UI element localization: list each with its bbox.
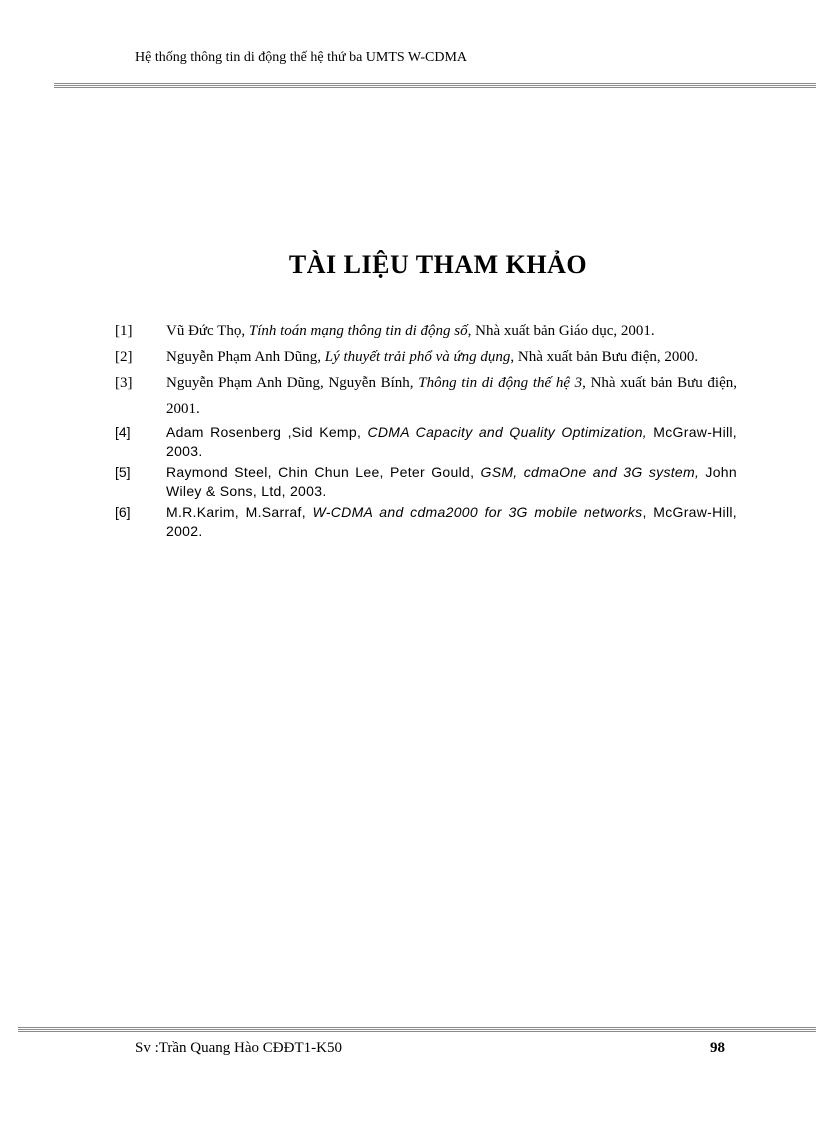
reference-number: [6] [115,504,131,520]
reference-item [115,344,737,370]
reference-work-title: W-CDMA and cdma2000 for 3G mobile networks [312,504,643,520]
reference-text [166,463,737,501]
reference-publication: , Nhà xuất bản Bưu điện, 2001. [166,375,738,417]
reference-work-title: Lý thuyết trải phổ và ứng dụng [324,349,511,365]
reference-text [166,370,737,422]
reference-authors: Adam Rosenberg ,Sid Kemp, [166,424,368,440]
reference-number: [4] [115,424,131,440]
reference-number: [5] [115,464,131,480]
running-header: Hệ thống thông tin di động thế hệ thứ ba UMTS W-CDMA [135,50,468,65]
reference-item [115,463,737,501]
footer-divider [18,1027,816,1032]
page-title: TÀI LIỆU THAM KHẢO [288,250,588,279]
reference-text [166,318,737,344]
reference-publication: , McGraw-Hill, 2002. [166,504,737,539]
reference-number: [1] [115,323,133,339]
reference-publication: McGraw-Hill, 2003. [166,424,737,459]
reference-publication: , Nhà xuất bản Giáo dục, 2001. [467,323,655,339]
reference-item [115,318,737,344]
reference-authors: M.R.Karim, M.Sarraf, [166,504,313,520]
reference-item [115,503,737,541]
reference-authors: Vũ Đức Thọ, [166,323,249,339]
reference-item [115,370,737,422]
reference-list [115,318,737,541]
reference-work-title: CDMA Capacity and Quality Optimization, [367,424,647,440]
reference-text [166,503,737,541]
reference-work-title: Tính toán mạng thông tin di động số [248,323,468,339]
header-divider [54,83,816,88]
footer-author: Sv :Trần Quang Hào CĐĐT1-K50 [135,1040,342,1056]
reference-authors: Raymond Steel, Chin Chun Lee, Peter Gould, [166,464,481,480]
reference-work-title: GSM, cdmaOne and 3G system, [480,464,700,480]
reference-text [166,423,737,461]
reference-number: [2] [115,349,133,365]
page-number: 98 [710,1040,725,1056]
reference-item [115,423,737,461]
reference-authors: Nguyễn Phạm Anh Dũng, Nguyễn Bính, [166,375,419,391]
reference-publication: , Nhà xuất bản Bưu điện, 2000. [510,349,699,365]
reference-work-title: Thông tin di động thế hệ 3 [418,375,583,391]
reference-number: [3] [115,375,133,391]
reference-text [166,344,737,370]
reference-authors: Nguyễn Phạm Anh Dũng, [166,349,325,365]
reference-publication: John Wiley & Sons, Ltd, 2003. [166,464,737,499]
